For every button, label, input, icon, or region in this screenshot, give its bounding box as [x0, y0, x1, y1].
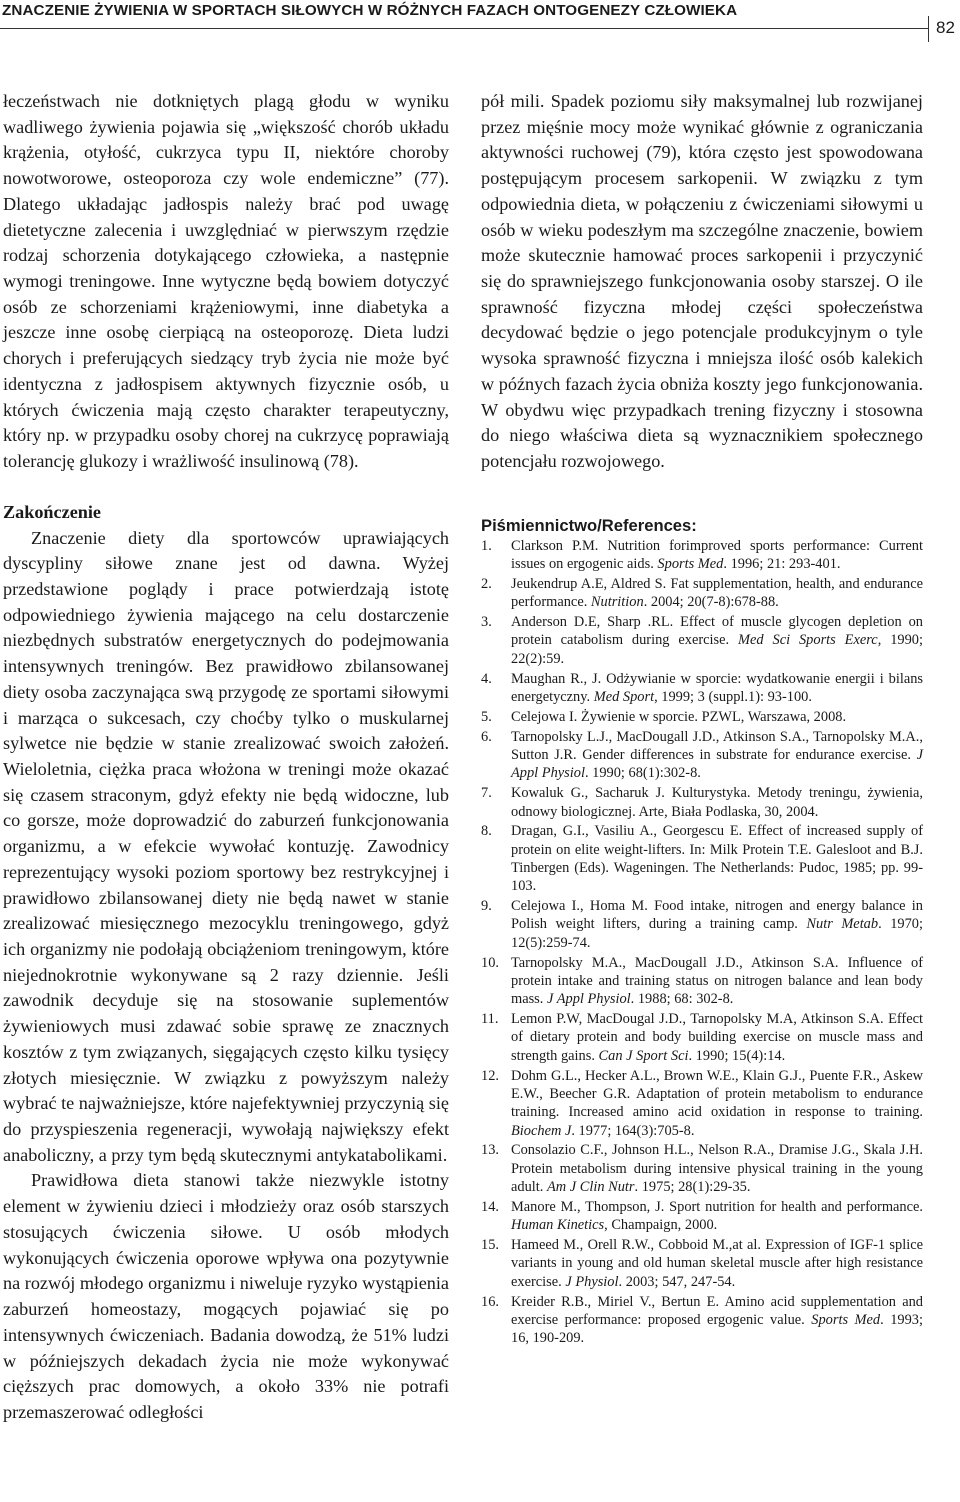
reference-number: 13. [481, 1142, 499, 1159]
reference-text: Kowaluk G., Sacharuk J. Kulturystyka. Metody treningu, żywienia, odnowy biologicznej. Arte, Biała Podlaska, 30, 2004. [511, 785, 923, 820]
references-heading: Piśmiennictwo/References: [481, 515, 697, 535]
reference-journal: Human Kinetics [511, 1217, 605, 1234]
reference-item [481, 1236, 923, 1291]
reference-details: . 1975; 28(1):29-35. [634, 1179, 751, 1195]
reference-journal: J Appl Physiol [546, 991, 631, 1008]
section-heading-conclusion: Zakończenie [3, 501, 102, 522]
reference-number: 5. [481, 708, 492, 725]
body-paragraph: Prawidłowa dieta stanowi także niezwykle istotny element w żywieniu dzieci i młodzieży oraz osób starszych stosujących ćwiczenia siłowe. U osób młodych wykonujących ćwiczenia oporowe wpływa ona pozytywnie na rozwój młodego organizmu i niweluje ryzyko wystąpienia zaburzeń homeostazy, mogących pojawiać się po intensywnych ćwiczeniach. Badania dowodzą, że 51% ludzi w późniejszych dekadach życia nie może wykonywać cięższych prac domowych, a około 33% nie potrafi przemaszerować odległości [3, 1170, 449, 1422]
reference-number: 14. [481, 1198, 499, 1215]
reference-text: Lemon P.W, MacDougal J.D., Tarnopolsky M.A, Atkinson S.A. Effect of dietary protein and body building exercise on muscle mass and strength gains. [511, 1011, 923, 1064]
reference-number: 10. [481, 954, 499, 971]
reference-journal: Biochem J [511, 1122, 572, 1139]
reference-text: Kreider R.B., Miriel V., Bertun E. Amino acid supplementation and exercise performance: proposed ergogenic value. [511, 1293, 923, 1328]
reference-item [481, 1010, 923, 1065]
reference-text: Celejowa I. Żywienie w sporcie. PZWL, Warszawa, 2008. [511, 708, 847, 725]
reference-number: 4. [481, 670, 492, 687]
reference-number: 3. [481, 614, 492, 631]
reference-details: . 1996; 21: 293-401. [723, 556, 841, 573]
reference-journal: Nutr Metab [806, 916, 879, 933]
body-paragraph: łeczeństwach nie dotkniętych plagą głodu w wyniku wadliwego żywienia pojawia się „większość chorób układu krążenia, otyłość, cukrzyca typu II, niektóre choroby nowotworowe, osteoporoza czy wole endemiczne” (77). Dlatego układając jadłospis należy brać pod uwagę dietetyczne zalecenia i uwzględniać w pierwszym rzędzie rodzaj schorzenia dotykającego człowieka, a następnie wymogi treningowe. Inne wytyczne będą bowiem dotyczyć osób ze schorzeniami krążeniowymi, inne diabetyka a jeszcze inne osobę cierpiącą na osteoporozę. Dieta ludzi chorych i preferujących siedzący tryb życia nie może być identyczna z jadłospisem aktywnych fizycznie osób, u których ćwiczenia mają często charakter terapeutyczny, który np. w przypadku osoby chorej na cukrzycę poprawiają tolerancję glukozy i wrażliwość insulinową (78). [3, 91, 449, 472]
reference-journal: Can J Sport Sci [598, 1047, 689, 1064]
reference-number: 16. [481, 1293, 499, 1310]
reference-text: Manore M., Thompson, J. Sport nutrition for health and performance. [511, 1198, 923, 1215]
reference-details: . 1990; 68(1):302-8. [584, 765, 701, 782]
reference-text: Tarnopolsky L.J., MacDougall J.D., Atkinson S.A., Tarnopolsky M.A., Sutton J.R. Gender differences in substrate for endurance exercise. [511, 728, 923, 764]
reference-item [481, 897, 923, 952]
reference-journal: J Appl Physiol [511, 747, 923, 782]
page-number: 82 [936, 18, 955, 37]
reference-number: 1. [481, 537, 492, 554]
reference-details: . 1990; 15(4):14. [688, 1047, 786, 1064]
reference-number: 15. [481, 1237, 499, 1254]
header-rule [0, 28, 928, 29]
page-header [0, 0, 960, 44]
reference-details: , 1990; 22(2):59. [511, 632, 923, 667]
reference-item [481, 954, 923, 1009]
reference-journal: Sports Med [811, 1311, 881, 1328]
reference-text: Hameed M., Orell R.W., Cobboid M.,at al. Expression of IGF-1 splice variants in young and old human skeletal muscle after high resistance exercise. [511, 1237, 923, 1290]
reference-journal: Nutrition [590, 594, 644, 611]
body-paragraph: Znaczenie diety dla sportowców uprawiających dyscypliny siłowe znane jest od dawna. Wyżej przedstawione poglądy i prace potwierdzają istotę odpowiedniego żywienia mającego na celu dostarczenie niezbędnych substratów energetycznych do podejmowania intensywnych treningów. Bez prawidłowo zbilansowanej diety osoba zaczynająca swą przygodę ze sportami siłowymi i marząca o sukcesach, czy choćby tylko o muskularnej sylwetce nie będzie w stanie zrealizować swoich założeń. Wieloletnia, ciężka praca włożona w treningi może okazać się czasem straconym, gdyż efekty nie będą widoczne, lub co gorsze, może doprowadzić do zaburzeń funkcjonowania organizmu, a w efekcie wywołać kontuzję. Zawodnicy reprezentujący wysoki poziom sportowy bez restrykcyjnej i prawidłowo zbilansowanej diety nie będą nawet w stanie zrealizować miesięcznego mezocyklu treningowego, gdyż ich organizmy nie podołają obciążeniom treningowym, które niejednokrotnie wykonywane są 2 razy dziennie. Jeśli zawodnik decyduje się na stosowanie suplementów żywieniowych musi zdawać sobie sprawę ze znacznych kosztów z tym związanych, sięgających często kilku tysięcy złotych miesięcznie. W związku z powyższym należy wybrać te najważniejsze, które najefektywniej przyczynią się do przyspieszenia regeneracji, wywołają największy efekt anaboliczny, a przy tym będą skutecznymi antykatabolikami. [3, 527, 449, 1165]
reference-item [481, 537, 923, 574]
reference-details: . 1977; 164(3):705-8. [571, 1122, 695, 1139]
reference-text: Celejowa I., Homa M. Food intake, nitrogen and energy balance in Polish weight lifters, during a training camp. [511, 898, 923, 933]
reference-details: , Champaign, 2000. [604, 1217, 718, 1234]
reference-item [481, 1141, 923, 1196]
reference-journal: Am J Clin Nutr [546, 1179, 635, 1195]
header-divider [928, 16, 929, 42]
reference-journal: Med Sport [593, 688, 655, 705]
reference-details: . 1970; 12(5):259-74. [511, 916, 923, 951]
reference-number: 6. [481, 728, 492, 745]
reference-number: 12. [481, 1067, 499, 1084]
reference-number: 11. [481, 1011, 499, 1028]
body-paragraph: pół mili. Spadek poziomu siły maksymalnej lub rozwijanej przez mięśnie mocy może wynikać głównie z ograniczania aktywności ruchowej (79), która często jest spowodowana postępującym procesem sarkopenii. W związku z tym odpowiednia dieta, w połączeniu z ćwiczeniami siłowymi u osób w wieku podeszłym ma szczególne znaczenie, bowiem może skutecznie hamować proces sarkopenii i przyczynić się do sprawniejszego funkcjonowania osoby starszej. O ile sprawność fizyczna młodej części społeczeństwa decydować będzie o jego potencjale produkcyjnym o tyle wysoka sprawność fizyczna i mniejsza ilość osób kalekich w późnych fazach życia obniża koszty jego funkcjonowania. W obydwu więc przypadkach trening fizyczny i stosowna do niego właściwa dieta są wyznacznikiem społecznego potencjału rozwojowego. [481, 91, 923, 472]
reference-list [481, 537, 923, 1348]
reference-number: 9. [481, 898, 492, 915]
reference-journal: Sports Med [657, 556, 724, 573]
reference-number: 7. [481, 785, 492, 802]
reference-details: . 1988; 68: 302-8. [630, 991, 734, 1008]
reference-text: Jeukendrup A.E, Aldred S. Fat supplementation, health, and endurance performance. [511, 575, 923, 611]
running-title: ZNACZENIE ŻYWIENIA W SPORTACH SIŁOWYCH W RÓŻNYCH FAZACH ONTOGENEZY CZŁOWIEKA [2, 2, 738, 19]
reference-item [481, 708, 923, 726]
reference-details: . 1993; 16, 190-209. [511, 1311, 923, 1347]
reference-number: 2. [481, 575, 492, 592]
reference-item [481, 575, 923, 612]
reference-item [481, 1067, 923, 1140]
reference-text: Clarkson P.M. Nutrition forimproved sports performance: Current issues on ergogenic aids. [511, 537, 923, 573]
reference-details: . 2004; 20(7-8):678-88. [643, 594, 779, 611]
reference-item [481, 784, 923, 821]
reference-item [481, 1198, 923, 1235]
reference-number: 8. [481, 823, 492, 840]
reference-text: Tarnopolsky M.A., MacDougall J.D., Atkinson S.A. Influence of protein intake and training status on nitrogen balance and lean body mass. [511, 954, 923, 1008]
reference-text: Dragan, G.I., Vasiliu A., Georgescu E. Effect of increased supply of protein on elite weight-lifters. In: Milk Protein T.E. Galesloot and B.J. Tinbergen (Eds). Wageningen. The Netherlands: Pudoc, 1985; pp. 99-103. [511, 823, 923, 895]
reference-item [481, 822, 923, 895]
reference-details: . 2003; 547, 247-54. [618, 1273, 736, 1290]
reference-item [481, 670, 923, 707]
reference-item [481, 1293, 923, 1348]
reference-item [481, 728, 923, 783]
reference-journal: Med Sci Sports Exerc [738, 632, 878, 649]
reference-text: Anderson D.E, Sharp .RL. Effect of muscle glycogen depletion on protein catabolism during exercise. [511, 614, 923, 649]
reference-journal: J Physiol [565, 1273, 619, 1290]
reference-item [481, 613, 923, 668]
right-column [481, 89, 923, 1349]
reference-text: Maughan R., J. Odżywianie w sporcie: wydatkowanie energii i bilans energetyczny. [511, 670, 923, 705]
left-column [3, 89, 449, 1426]
reference-text: Dohm G.L., Hecker A.L., Brown W.E., Klain G.J., Puente F.R., Askew E.W., Beecher G.R. Adaptation of protein metabolism to endurance training. Increased amino acid oxidation in response to training. [511, 1067, 923, 1121]
reference-details: , 1999; 3 (suppl.1): 93-100. [654, 688, 812, 705]
reference-text: Consolazio C.F., Johnson H.L., Nelson R.A., Dramise J.G., Skala J.H. Protein metabolism during intensive physical training in the young adult. [511, 1142, 923, 1195]
